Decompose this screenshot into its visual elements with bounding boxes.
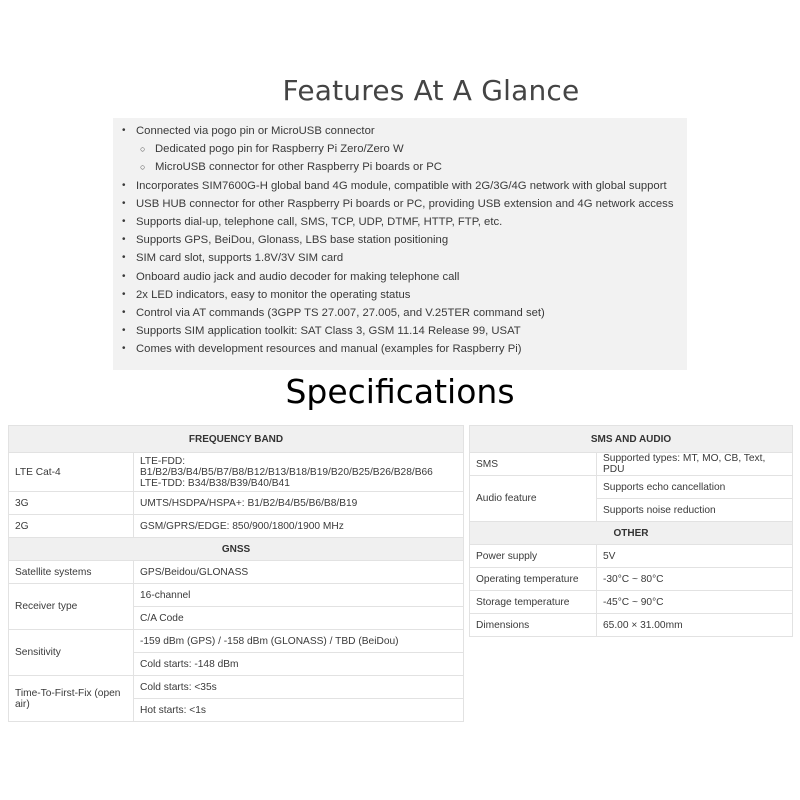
bullet-icon: • <box>122 270 126 282</box>
spec-value: Hot starts: <1s <box>134 699 464 722</box>
features-box <box>113 118 687 370</box>
bullet-icon: • <box>122 307 126 319</box>
feature-item <box>113 268 687 286</box>
spec-row <box>470 476 793 499</box>
spec-row <box>9 561 464 584</box>
section-header: FREQUENCY BAND <box>9 426 464 453</box>
spec-key: Dimensions <box>470 614 597 637</box>
feature-item <box>113 249 687 267</box>
spec-value: Supports noise reduction <box>597 499 793 522</box>
spec-value: Supports echo cancellation <box>597 476 793 499</box>
spec-row <box>470 591 793 614</box>
feature-item <box>113 177 687 195</box>
spec-value: LTE-FDD: B1/B2/B3/B4/B5/B7/B8/B12/B13/B18/B19/B20/B25/B26/B28/B66 LTE-TDD: B34/B38/B39/B40/B41 <box>134 453 464 492</box>
feature-item <box>113 322 687 340</box>
spec-key: SMS <box>470 453 597 476</box>
feature-item <box>113 340 687 358</box>
spec-key: Sensitivity <box>9 630 134 676</box>
spec-key: LTE Cat-4 <box>9 453 134 492</box>
spec-row <box>9 630 464 653</box>
spec-row <box>9 515 464 538</box>
section-header: GNSS <box>9 538 464 561</box>
left-spec-table <box>8 425 464 722</box>
spec-row <box>470 453 793 476</box>
spec-value: 16-channel <box>134 584 464 607</box>
spec-row <box>9 676 464 699</box>
feature-text: SIM card slot, supports 1.8V/3V SIM card <box>136 252 344 265</box>
circle-bullet-icon: ○ <box>140 162 146 173</box>
spec-row <box>9 492 464 515</box>
right-spec-table <box>469 425 793 637</box>
bullet-icon: • <box>122 197 126 209</box>
features-title: Features At A Glance <box>282 74 580 107</box>
bullet-icon: • <box>122 288 126 300</box>
feature-item <box>113 231 687 249</box>
spec-value: C/A Code <box>134 607 464 630</box>
feature-text: Control via AT commands (3GPP TS 27.007, 27.005, and V.25TER command set) <box>136 307 545 320</box>
feature-subitem <box>113 140 687 158</box>
features-list <box>113 122 687 359</box>
spec-key: Audio feature <box>470 476 597 522</box>
spec-value: 65.00 × 31.00mm <box>597 614 793 637</box>
spec-value: Supported types: MT, MO, CB, Text, PDU <box>597 453 793 476</box>
feature-text: Supports dial-up, telephone call, SMS, TCP, UDP, DTMF, HTTP, FTP, etc. <box>136 216 503 229</box>
feature-text: Supports GPS, BeiDou, Glonass, LBS base station positioning <box>136 234 449 247</box>
feature-item <box>113 213 687 231</box>
bullet-icon: • <box>122 179 126 191</box>
specifications-title: Specifications <box>285 372 515 411</box>
spec-value: UMTS/HSDPA/HSPA+: B1/B2/B4/B5/B6/B8/B19 <box>134 492 464 515</box>
section-header: SMS AND AUDIO <box>470 426 793 453</box>
feature-text: USB HUB connector for other Raspberry Pi boards or PC, providing USB extension and 4G network access <box>136 197 674 210</box>
feature-subitem <box>113 158 687 176</box>
spec-key: Power supply <box>470 545 597 568</box>
feature-text: Onboard audio jack and audio decoder for making telephone call <box>136 270 460 283</box>
feature-text: Supports SIM application toolkit: SAT Class 3, GSM 11.14 Release 99, USAT <box>136 325 521 338</box>
feature-text: Incorporates SIM7600G-H global band 4G module, compatible with 2G/3G/4G network with global support <box>136 179 667 192</box>
spec-value: Cold starts: -148 dBm <box>134 653 464 676</box>
spec-key: 2G <box>9 515 134 538</box>
feature-item <box>113 286 687 304</box>
spec-row <box>9 584 464 607</box>
bullet-icon: • <box>122 234 126 246</box>
spec-value: GSM/GPRS/EDGE: 850/900/1800/1900 MHz <box>134 515 464 538</box>
spec-value: Cold starts: <35s <box>134 676 464 699</box>
spec-key: Operating temperature <box>470 568 597 591</box>
feature-text: MicroUSB connector for other Raspberry Pi boards or PC <box>155 161 442 174</box>
spec-key: Time-To-First-Fix (open air) <box>9 676 134 722</box>
bullet-icon: • <box>122 325 126 337</box>
spec-value: -159 dBm (GPS) / -158 dBm (GLONASS) / TBD (BeiDou) <box>134 630 464 653</box>
spec-row <box>470 545 793 568</box>
spec-row <box>9 453 464 492</box>
feature-item <box>113 304 687 322</box>
spec-value: -30°C ~ 80°C <box>597 568 793 591</box>
spec-value: -45°C ~ 90°C <box>597 591 793 614</box>
spec-key: Satellite systems <box>9 561 134 584</box>
feature-text: 2x LED indicators, easy to monitor the operating status <box>136 288 411 301</box>
spec-row <box>470 568 793 591</box>
section-header: OTHER <box>470 522 793 545</box>
spec-key: Receiver type <box>9 584 134 630</box>
spec-row <box>470 614 793 637</box>
feature-text: Connected via pogo pin or MicroUSB connector <box>136 125 375 137</box>
bullet-icon: • <box>122 216 126 228</box>
feature-text: Comes with development resources and manual (examples for Raspberry Pi) <box>136 343 522 356</box>
bullet-icon: • <box>122 343 126 355</box>
bullet-icon: • <box>122 125 126 136</box>
circle-bullet-icon: ○ <box>140 144 146 155</box>
feature-text: Dedicated pogo pin for Raspberry Pi Zero/Zero W <box>155 143 404 156</box>
feature-item <box>113 122 687 140</box>
spec-value: 5V <box>597 545 793 568</box>
feature-item <box>113 195 687 213</box>
spec-value: GPS/Beidou/GLONASS <box>134 561 464 584</box>
spec-key: Storage temperature <box>470 591 597 614</box>
bullet-icon: • <box>122 252 126 264</box>
spec-key: 3G <box>9 492 134 515</box>
